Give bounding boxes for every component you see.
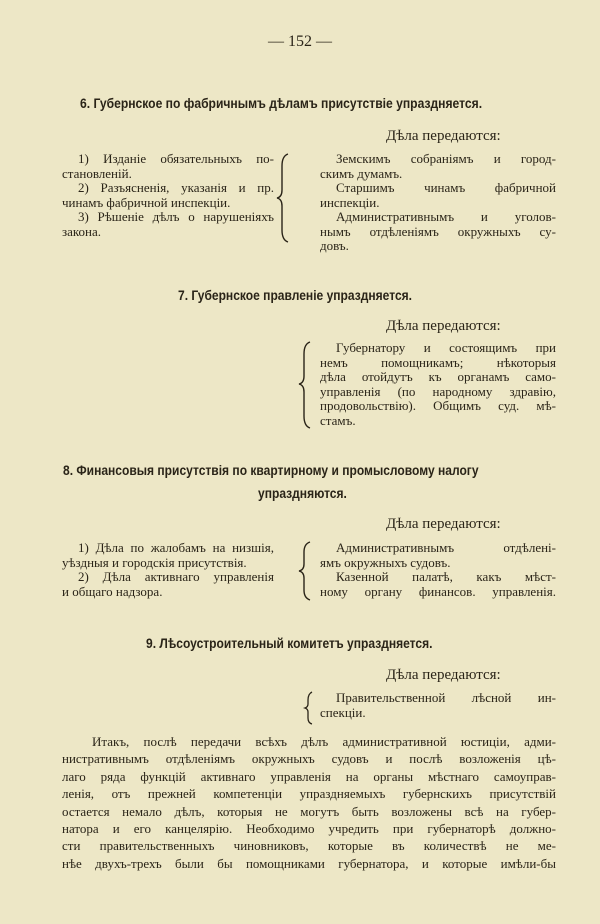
text-line: нымъ отдѣленіямъ окружныхъ су-	[320, 223, 556, 239]
text-line: 1) Дѣла по жалобамъ на низшія,	[78, 540, 274, 555]
text-line: Земскимъ собраніямъ и город-	[336, 151, 556, 166]
text-line: ному органу финансов. управленія.	[320, 583, 556, 599]
text-line: Правительственной лѣсной ин-	[336, 690, 556, 705]
text-line: сти правительственныхъ чиновниковъ, которые въ количествѣ не ме-	[62, 838, 556, 854]
body-paragraph	[62, 733, 556, 872]
text-line: Административнымъ и уголов-	[336, 209, 556, 224]
section-9-heading: 9. Лѣсоустроительный комитетъ упраздняется.	[146, 635, 433, 651]
section-8-left	[62, 541, 274, 599]
brace-icon	[296, 540, 316, 602]
section-6-heading: 6. Губернское по фабричнымъ дѣламъ присутствіе упраздняется.	[80, 95, 483, 111]
section-6-right	[320, 152, 556, 254]
page-number: — 152 —	[268, 33, 332, 50]
brace-icon	[296, 340, 316, 430]
text-line: Губернатору и состоящимъ при	[336, 340, 556, 355]
text-line: закона.	[62, 223, 102, 239]
text-line: 3) Рѣшеніе дѣлъ о нарушеніяхъ	[78, 209, 274, 224]
text-line: натора и его канцелярію. Необходимо учредить при губернаторѣ должно-	[62, 820, 556, 836]
section-7-right	[320, 341, 556, 428]
text-line: становленій.	[62, 165, 132, 181]
text-line: нѣе двухъ-трехъ были бы помощниками губернатора, и которые имѣли-бы	[62, 855, 556, 871]
text-line: нистративнымъ отдѣленіямъ окружныхъ судовъ и послѣ возложенія цѣ-	[62, 751, 556, 767]
text-line: управленія (по народному здравію,	[320, 383, 556, 399]
text-line: лаго ряда функцій активнаго управленія на органы мѣстнаго самоуправ-	[62, 768, 556, 784]
section-8-heading-line-2: упраздняются.	[258, 485, 347, 501]
text-line: спекціи.	[320, 704, 366, 720]
text-line: чинамъ фабричной инспекціи.	[62, 194, 231, 210]
text-line: продовольствію). Общимъ суд. мѣ-	[320, 398, 556, 413]
section-6-left	[62, 152, 274, 239]
text-line: ленія, отъ прежней компетенціи упраздняемыхъ губернскихъ присутствій	[62, 786, 556, 802]
text-line: остается немало дѣлъ, которыя не могутъ быть возложены всѣ на губер-	[62, 803, 556, 819]
text-line: Казенной палатѣ, какъ мѣст-	[336, 569, 556, 584]
section-7-heading: 7. Губернское правленіе упраздняется.	[178, 287, 413, 303]
text-line: ямъ окружныхъ судовъ.	[320, 554, 451, 570]
text-line: скимъ думамъ.	[320, 165, 403, 181]
text-line: Административнымъ отдѣлені-	[336, 540, 556, 555]
section-7-transfer-label: Дѣла передаются:	[386, 318, 501, 334]
text-line: стамъ.	[320, 412, 356, 428]
section-8-transfer-label: Дѣла передаются:	[386, 516, 501, 532]
text-line: немъ помощникамъ; нѣкоторыя	[320, 354, 556, 370]
text-line: Старшимъ чинамъ фабричной	[336, 180, 556, 195]
text-line: 2) Дѣла активнаго управленія	[78, 569, 274, 584]
text-line: и общаго надзора.	[62, 583, 163, 599]
text-line: инспекціи.	[320, 194, 380, 210]
text-line: уѣздныя и городскія присутствія.	[62, 554, 247, 570]
section-9-transfer-label: Дѣла передаются:	[386, 667, 501, 683]
text-line: Итакъ, послѣ передачи всѣхъ дѣлъ административной юстиціи, адми-	[92, 734, 556, 749]
section-8-heading-line-1: 8. Финансовыя присутствія по квартирному и промысловому налогу	[63, 462, 479, 478]
section-9-right	[320, 691, 556, 720]
text-line: довъ.	[320, 238, 349, 253]
section-6-transfer-label: Дѣла передаются:	[386, 128, 501, 144]
brace-icon	[274, 152, 294, 244]
section-8-right	[320, 541, 556, 599]
brace-icon	[302, 690, 318, 726]
text-line: дѣла отойдутъ къ органамъ само-	[320, 369, 556, 384]
text-line: 2) Разъясненія, указанія и пр.	[78, 180, 274, 195]
text-line: 1) Изданіе обязательныхъ по-	[78, 151, 274, 166]
